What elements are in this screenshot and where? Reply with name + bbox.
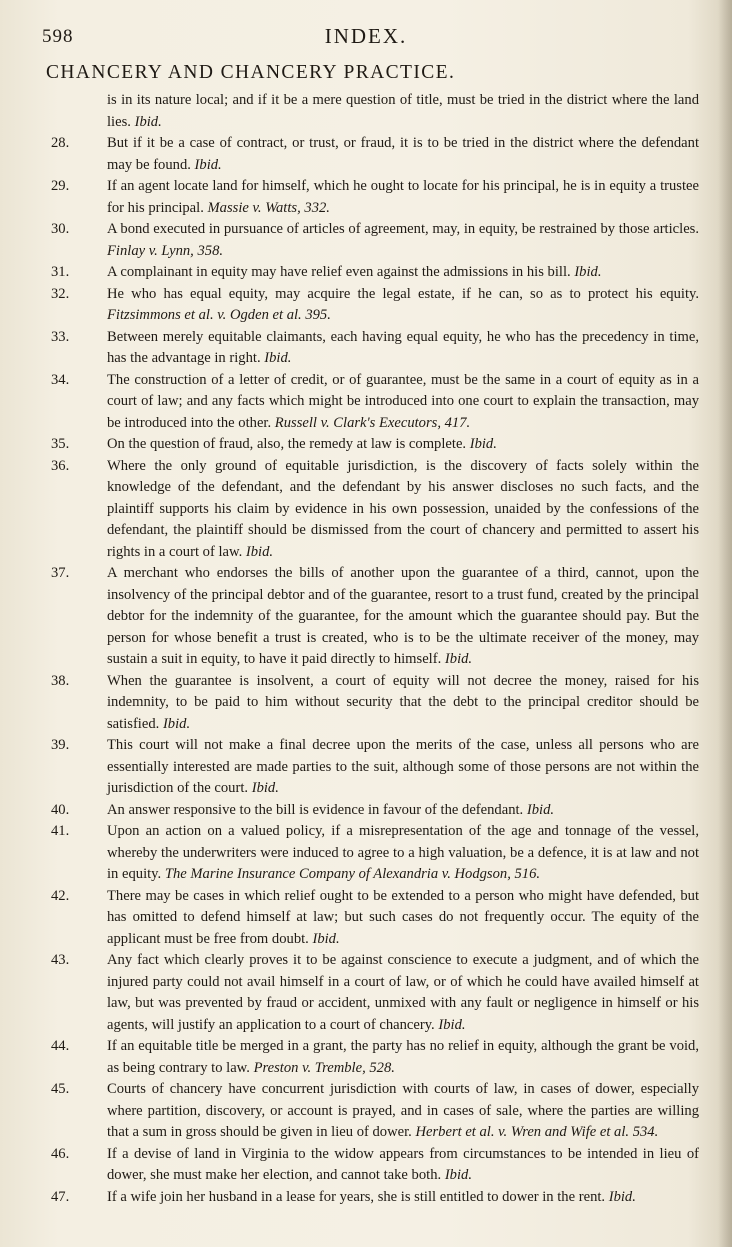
entry-number: 42. xyxy=(51,887,70,904)
entry-citation: Ibid. xyxy=(251,780,279,796)
index-entry xyxy=(51,1079,699,1144)
entry-text: If a devise of land in Virginia to the widow appears from circumstances to be intended in lieu of dower, she must make her election, and cannot take both. xyxy=(107,1145,699,1183)
entry-text: Between merely equitable claimants, each having equal equity, he who has the precedency in time, has the advantage in right. xyxy=(107,328,699,366)
entry-text: A complainant in equity may have relief even against the admissions in his bill. xyxy=(107,264,575,280)
entry-number: 46. xyxy=(51,1145,70,1162)
entry-number: 33. xyxy=(51,328,70,345)
entry-citation: Herbert et al. v. Wren and Wife et al. 534. xyxy=(415,1124,659,1140)
index-entry xyxy=(51,563,699,671)
entry-citation: Ibid. xyxy=(194,156,222,173)
entry-text: When the guarantee is insolvent, a court of equity will not decree the money, raised for his indemnity, to be paid to him without security that the debt to the principal creditor should be satisfied. xyxy=(107,672,699,732)
page-number: 598 xyxy=(42,26,74,47)
entry-citation: Ibid. xyxy=(438,1016,466,1033)
index-entry xyxy=(51,735,699,800)
entry-text: A bond executed in pursuance of articles of agreement, may, in equity, be restrained by those articles. xyxy=(107,221,699,237)
entry-citation: Fitzsimmons et al. v. Ogden et al. 395. xyxy=(107,307,331,323)
entry-number: 39. xyxy=(51,737,70,753)
entry-number: 34. xyxy=(51,371,70,388)
entry-number: 28. xyxy=(51,135,70,151)
index-entry xyxy=(107,90,699,133)
entry-text: Where the only ground of equitable jurisdiction, is the discovery of facts solely within the knowledge of the defendant, and the defendant by his answer discloses no such facts, and the plaintiff supports his claim by evidence in his own possession, unaided by the confessions of the defendant, the plaintiff should be dismissed from the court of chancery and permitted to assert his rights in a court of law. xyxy=(107,457,699,560)
index-entry xyxy=(51,434,699,456)
index-entry xyxy=(51,671,699,736)
entry-citation: The Marine Insurance Company of Alexandria v. Hodgson, 516. xyxy=(164,866,541,882)
entry-text: Upon an action on a valued policy, if a misrepresentation of the age and tonnage of the vessel, whereby the underwriters were induced to agree to a high valuation, be a defence, it is at law and not in equity. xyxy=(107,823,699,882)
index-entry xyxy=(51,370,699,435)
entry-citation: Ibid. xyxy=(245,543,274,560)
index-entry xyxy=(51,1187,699,1209)
index-entry xyxy=(51,800,699,822)
index-entry xyxy=(51,1144,699,1187)
entry-citation: Ibid. xyxy=(608,1188,636,1205)
entry-text: There may be cases in which relief ought to be extended to a person who might have defended, but has omitted to defend himself at law; but such cases do not frequently occur. The equity of the applicant must be free from doubt. xyxy=(107,887,699,947)
entry-text: He who has equal equity, may acquire the legal estate, if he can, so as to protect his equity. xyxy=(107,285,699,302)
entry-number: 38. xyxy=(51,672,70,689)
index-entry xyxy=(51,219,699,262)
entry-number: 37. xyxy=(51,565,70,581)
entry-citation: Finlay v. Lynn, 358. xyxy=(107,242,224,259)
entry-citation: Ibid. xyxy=(312,930,340,947)
index-entry xyxy=(51,133,699,176)
entry-number: 40. xyxy=(51,801,70,818)
entry-text: If an equitable title be merged in a grant, the party has no relief in equity, although the grant be void, as being contrary to law. xyxy=(107,1038,699,1076)
index-entry xyxy=(51,886,699,951)
entry-citation: Ibid. xyxy=(264,350,292,366)
index-entry xyxy=(51,262,699,284)
running-title: INDEX. xyxy=(324,24,408,48)
entry-citation: Ibid. xyxy=(526,801,555,818)
entry-citation: Preston v. Tremble, 528. xyxy=(253,1059,395,1076)
entry-text: If a wife join her husband in a lease for years, she is still entitled to dower in the rent. xyxy=(107,1188,609,1205)
entry-citation: Ibid. xyxy=(469,436,497,452)
entry-citation: Russell v. Clark's Executors, 417. xyxy=(274,414,471,431)
entry-number: 36. xyxy=(51,457,70,474)
entry-text: This court will not make a final decree upon the merits of the case, unless all persons who are essentially interested are made parties to the suit, although some of those persons are not within the jurisdiction of the court. xyxy=(107,737,699,796)
entry-text: Any fact which clearly proves it to be against conscience to execute a judgment, and of which the injured party could not avail himself in a court of law, or of which he could have availed himself at law, but was prevented by fraud or accident, unmixed with any fault or negligence in himself or his agents, will justify an application to a court of chancery. xyxy=(107,952,699,1033)
entry-number: 31. xyxy=(51,264,70,280)
index-entry xyxy=(51,176,699,219)
index-entry xyxy=(51,821,699,886)
index-entry xyxy=(51,327,699,370)
entry-citation: Ibid. xyxy=(162,715,191,732)
entry-number: 45. xyxy=(51,1081,70,1097)
entry-text: A merchant who endorses the bills of another upon the guarantee of a third, cannot, upon the insolvency of the principal debtor and of the guarantee, resort to a trust fund, created by the principal debtor for the indemnity of the guarantee, for the amount which the guarantee should pay. But the person for whose benefit a trust is created, who is to be the ultimate receiver of the money, may sustain a suit in equity, to have it paid directly to himself. xyxy=(107,565,699,667)
entry-number: 41. xyxy=(51,823,70,839)
entry-text: If an agent locate land for himself, which he ought to locate for his principal, he is in equity a trustee for his principal. xyxy=(107,178,699,216)
entry-number: 43. xyxy=(51,952,70,968)
entry-number: 29. xyxy=(51,178,70,194)
entry-text: The construction of a letter of credit, or of guarantee, must be the same in a court of equity as in a court of law; and any facts which might be introduced into one court to explain the transaction, may be introduced into the other. xyxy=(107,371,699,431)
entry-number: 35. xyxy=(51,436,70,452)
entry-citation: Ibid. xyxy=(134,113,162,130)
section-heading: CHANCERY AND CHANCERY PRACTICE. xyxy=(46,62,456,83)
entry-citation: Ibid. xyxy=(574,264,602,280)
entry-citation: Massie v. Watts, 332. xyxy=(207,199,330,216)
index-entry xyxy=(51,950,699,1036)
running-head xyxy=(40,26,692,52)
entry-text: An answer responsive to the bill is evidence in favour of the defendant. xyxy=(107,801,527,818)
entry-text: is in its nature local; and if it be a mere question of title, must be tried in the district where the land lies. xyxy=(107,92,699,130)
entry-citation: Ibid. xyxy=(444,1167,472,1183)
index-entry xyxy=(51,284,699,327)
entry-number: 47. xyxy=(51,1188,70,1205)
index-entry xyxy=(51,1036,699,1079)
entry-number: 32. xyxy=(51,285,70,302)
index-entries xyxy=(0,90,732,1208)
index-entry xyxy=(51,456,699,564)
entry-text: But if it be a case of contract, or trust, or fraud, it is to be tried in the district where the defendant may be found. xyxy=(107,135,699,173)
entry-number: 44. xyxy=(51,1038,70,1054)
entry-citation: Ibid. xyxy=(444,651,473,667)
entry-text: On the question of fraud, also, the remedy at law is complete. xyxy=(107,436,470,452)
entry-text: Courts of chancery have concurrent jurisdiction with courts of law, in cases of dower, especially where partition, discovery, or account is prayed, and in cases of sale, where the parties are willing that a sum in gross should be given in lieu of dower. xyxy=(107,1081,699,1140)
entry-number: 30. xyxy=(51,221,70,237)
